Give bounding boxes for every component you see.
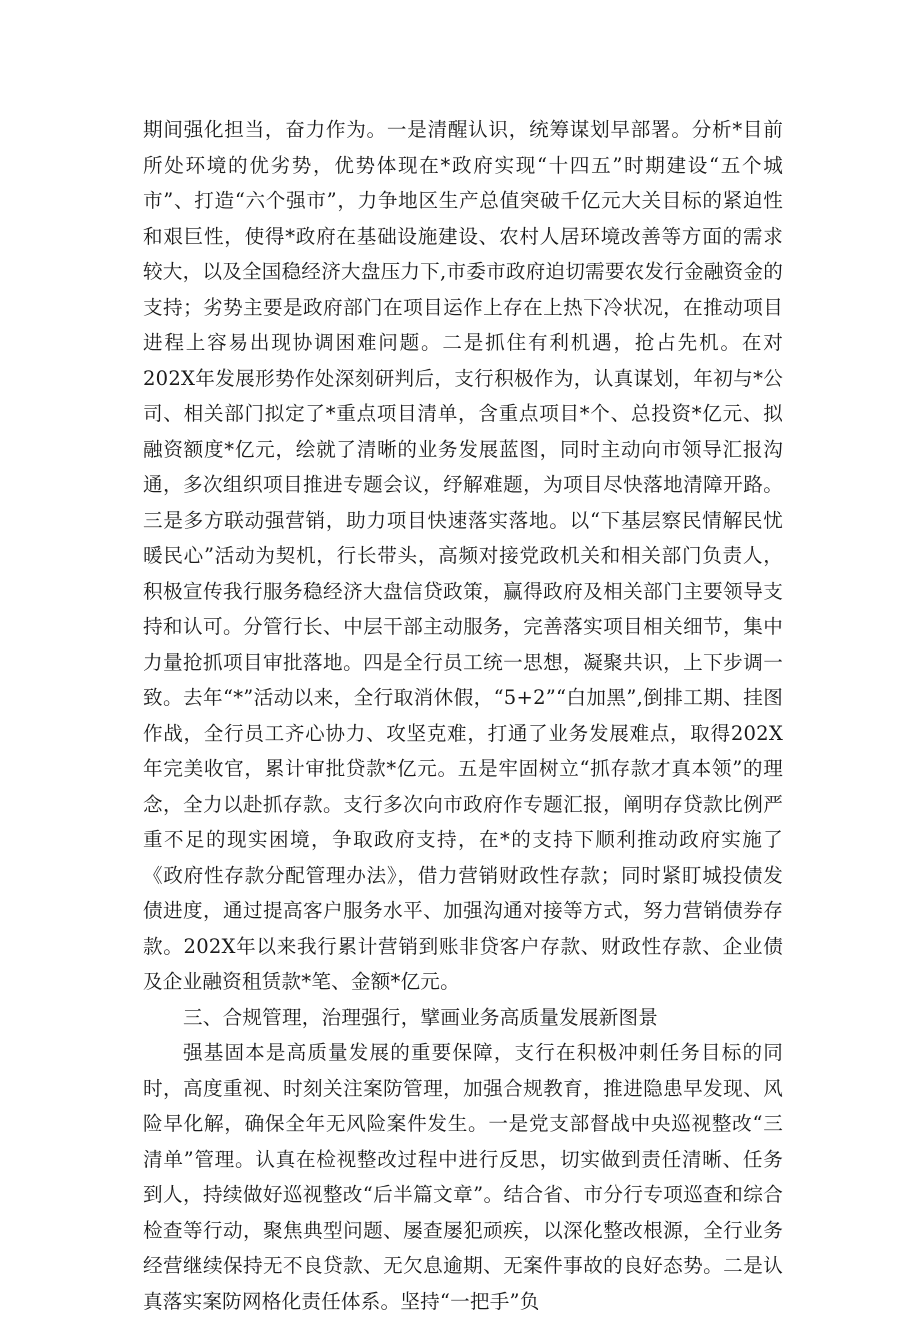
paragraph-new: 强基固本是高质量发展的重要保障，支行在积极冲刺任务目标的同时，高度重视、时刻关注案防管理，加强合规教育，推进隐患早发现、风险早化解，确保全年无风险案件发生。一是党支部督战中央巡视整改“三清单”管理。认真在检视整改过程中进行反思，切实做到责任清晰、任务到人，持续做好巡视整改“后半篇文章”。结合省、市分行专项巡查和综合检查等行动，聚焦典型问题、屡查屡犯顽疾，以深化整改根源，全行业务经营继续保持无不良贷款、无欠息逾期、无案件事故的良好态势。二是认真落实案防网格化责任体系。坚持“一把手”负 <box>143 1041 783 1313</box>
document-body <box>143 112 783 1319</box>
section-heading: 三、合规管理，治理强行，擘画业务高质量发展新图景 <box>183 1005 659 1029</box>
paragraph-continued: 期间强化担当，奋力作为。一是清醒认识，统筹谋划早部署。分析*目前所处环境的优劣势，优势体现在*政府实现“十四五”时期建设“五个城市”、打造“六个强市”，力争地区生产总值突破千亿元大关目标的紧迫性和艰巨性，使得*政府在基础设施建设、农村人居环境改善等方面的需求较大，以及全国稳经济大盘压力下,市委市政府迫切需要农发行金融资金的支持；劣势主要是政府部门在项目运作上存在上热下冷状况，在推动项目进程上容易出现协调困难问题。二是抓住有利机遇，抢占先机。在对202X年发展形势作处深刻研判后，支行积极作为，认真谋划，年初与*公司、相关部门拟定了*重点项目清单，含重点项目*个、总投资*亿元、拟融资额度*亿元，绘就了清晰的业务发展蓝图，同时主动向市领导汇报沟通，多次组织项目推进专题会议，纾解难题，为项目尽快落地清障开路。三是多方联动强营销，助力项目快速落实落地。以“下基层察民情解民忧暖民心”活动为契机，行长带头，高频对接党政机关和相关部门负责人，积极宣传我行服务稳经济大盘信贷政策，赢得政府及相关部门主要领导支持和认可。分管行长、中层干部主动服务，完善落实项目相关细节，集中力量抢抓项目审批落地。四是全行员工统一思想，凝聚共识，上下步调一致。去年“*”活动以来，全行取消休假，“5+2”“白加黑”,倒排工期、挂图作战，全行员工齐心协力、攻坚克难，打通了业务发展难点，取得202X年完美收官，累计审批贷款*亿元。五是牢固树立“抓存款才真本领”的理念，全力以赴抓存款。支行多次向市政府作专题汇报，阐明存贷款比例严重不足的现实困境，争取政府支持，在*的支持下顺利推动政府实施了《政府性存款分配管理办法》，借力营销财政性存款；同时紧盯城投债发债进度，通过提高客户服务水平、加强沟通对接等方式，努力营销债券存款。202X年以来我行累计营销到账非贷客户存款、财政性存款、企业债及企业融资租赁款*笔、金额*亿元。 <box>143 118 783 993</box>
